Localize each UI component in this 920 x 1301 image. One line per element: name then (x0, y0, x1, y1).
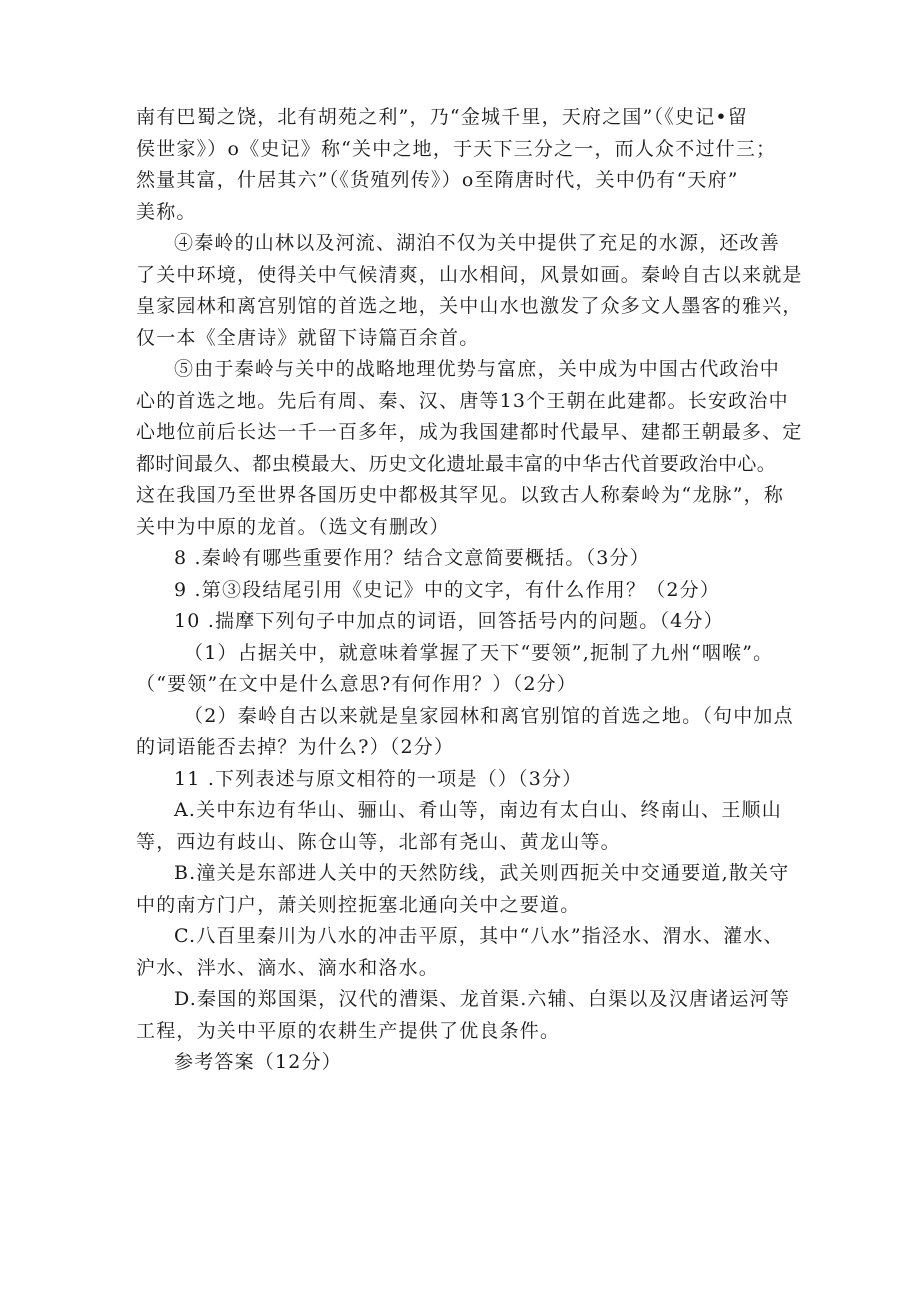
text-line: 皇家园林和离宫别馆的首选之地，关中山水也激发了众多文人墨客的雅兴， (136, 295, 803, 317)
text-line: 的词语能否去掉？为什么?）（2分） (136, 736, 455, 758)
text-line: 工程，为关中平原的农耕生产提供了优良条件。 (136, 1019, 561, 1042)
paragraph-4-start: ④秦岭的山林以及河流、湖泊不仅为关中提供了充足的水源，还改善 (174, 232, 781, 254)
question-10-sub-2: （2）秦岭自古以来就是皇家园林和离官别馆的首选之地。（句中加点 (184, 704, 794, 727)
question-10: 10 .揣摩下列句子中加点的词语，回答括号内的问题。（4分） (174, 610, 724, 632)
text-line: 仅一本《全唐诗》就留下诗篇百余首。 (136, 326, 480, 349)
text-line: 美称。 (136, 200, 197, 223)
text-line: 关中为中原的龙首。（选文有删改） (136, 515, 450, 538)
text-line: 南有巴蜀之饶，北有胡苑之利”，乃“金城千里，天府之国”（《史记•留 (136, 106, 748, 128)
document-page (136, 102, 808, 1079)
text-line: 侯世家》）o《史记》称“关中之地，于天下三分之一，而人众不过什三； (136, 137, 777, 160)
option-b: B.潼关是东部进人关中的天然防线，武关则西扼关中交通要道,散关守 (174, 862, 790, 884)
text-line: 心地位前后长达一千一百多年，成为我国建都时代最早、建都王朝最多、定 (136, 421, 803, 443)
text-line: 了关中环境，使得关中气候清爽，山水相间，风景如画。秦岭自古以来就是 (136, 263, 803, 286)
text-line: 等，西边有歧山、陈仓山等，北部有尧山、黄龙山等。 (136, 830, 621, 853)
option-d: D.秦国的郑国渠，汉代的漕渠、龙首渠.六辅、白渠以及汉唐诸运河等 (174, 988, 791, 1010)
text-line: 沪水、泮水、滴水、滴水和洛水。 (136, 956, 440, 979)
text-line: 心的首选之地。先后有周、秦、汉、唐等13个王朝在此建都。长安政治中 (136, 389, 789, 412)
text-line: 中的南方门户，萧关则控扼塞北通向关中之要道。 (136, 893, 581, 916)
question-11: 11 .下列表述与原文相符的一项是（）（3分） (174, 767, 583, 790)
answer-heading: 参考答案（12分） (174, 1051, 342, 1073)
text-line: （“要领”在文中是什么意思?有何作用？）（2分） (136, 673, 578, 695)
question-10-sub-1: （1）占据关中，就意味着掌握了天下“要领”,扼制了九州“咽喉”。 (184, 641, 774, 664)
text-line: 都时间最久、都虫模最大、历史文化遗址最丰富的中华古代首要政治中心。 (136, 452, 777, 475)
question-9: 9 .第③段结尾引用《史记》中的文字，有什么作用？（2分） (174, 578, 721, 601)
text-line: 然量其富，什居其六”（《货殖列传》）o至隋唐时代，关中仍有“天府” (136, 169, 739, 191)
option-c: C.八百里秦川为八水的冲击平原，其中“八水”指泾水、渭水、灌水、 (174, 925, 784, 947)
text-line: 这在我国乃至世界各国历史中都极其罕见。以致古人称秦岭为“龙脉”，称 (136, 484, 785, 506)
option-a: A.关中东边有华山、骊山、肴山等，南边有太白山、终南山、王顺山 (174, 799, 782, 821)
paragraph-5-start: ⑤由于秦岭与关中的战略地理优势与富庶，关中成为中国古代政治中 (174, 358, 781, 380)
question-8: 8 .秦岭有哪些重要作用？结合文意简要概括。（3分） (174, 547, 650, 569)
